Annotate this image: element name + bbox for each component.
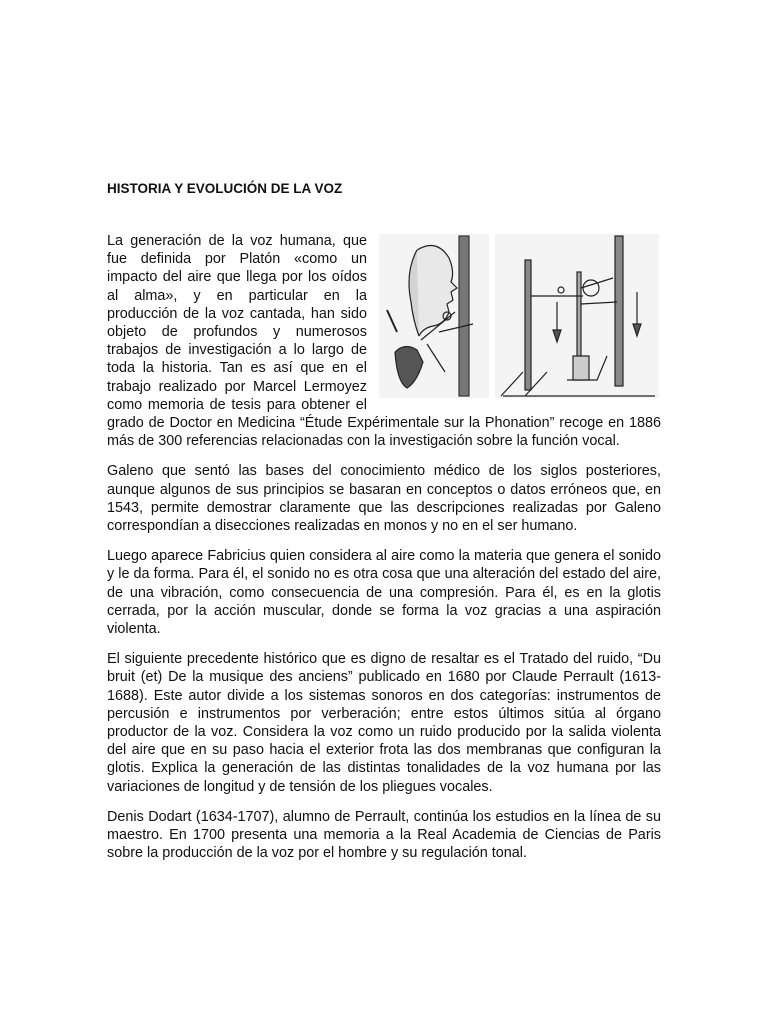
right-engraving xyxy=(495,234,659,398)
engraving-svg xyxy=(377,232,661,402)
laryngoscope-illustration-icon xyxy=(377,232,661,402)
document-title: HISTORIA Y EVOLUCIÓN DE LA VOZ xyxy=(107,181,343,196)
paragraph-4: El siguiente precedente histórico que es digno de resaltar es el Tratado del ruido, “Du bruit (et) De la musique des anciens” publicado en 1680 por Claude Perrault (1613-1688). Este autor divide a los sistemas sonoros en dos categorías: instrumentos de percusión e instrumentos por verberación; entre estos últimos sitúa al órgano productor de la voz. Considera la voz como un ruido producido por la salida violenta del aire que en su paso hacia el exterior frota las dos membranas que configuran la glotis. Explica la generación de las distintas tonalidades de la voz humana por las variaciones de longitud y de tensión de los pliegues vocales. xyxy=(107,651,661,795)
paragraph-2: Galeno que sentó las bases del conocimiento médico de los siglos posteriores, aunque algunos de sus principios se basaran en conceptos o datos erróneos que, en 1543, permite demostrar claramente que las descripciones realizadas por Galeno correspondían a disecciones realizadas en monos y no en el ser humano. xyxy=(107,463,661,535)
document-body xyxy=(107,180,661,875)
paragraph-1: La generación de la voz humana, que fue definida por Platón «como un impacto del aire que llega por los oídos al alma», y en particular en la producción de la voz cantada, han sido objeto de profundos y numerosos trabajos de investigación a lo largo de toda la historia. Tan es así que en el trabajo realizado por Marcel Lermoyez como memoria de tesis para obtener el grado de Doctor en Medicina “Étude Expérimentale sur la Phonation” recoge en 1886 más de 300 referencias relacionadas con la investigación sobre la función vocal. xyxy=(107,233,661,450)
paragraph-5: Denis Dodart (1634-1707), alumno de Perrault, continúa los estudios en la línea de su maestro. En 1700 presenta una memoria a la Real Academia de Ciencias de Paris sobre la producción de la voz por el hombre y su regulación tonal. xyxy=(107,808,661,862)
left-engraving xyxy=(379,234,489,398)
paragraph-3: Luego aparece Fabricius quien considera al aire como la materia que genera el sonido y le da forma. Para él, el sonido no es otra cosa que una alteración del estado del aire, de una vibración, como consecuencia de una compresión. Para él, es en la glotis cerrada, por la acción muscular, donde se forma la voz gracias a una aspiración violenta. xyxy=(107,548,661,638)
